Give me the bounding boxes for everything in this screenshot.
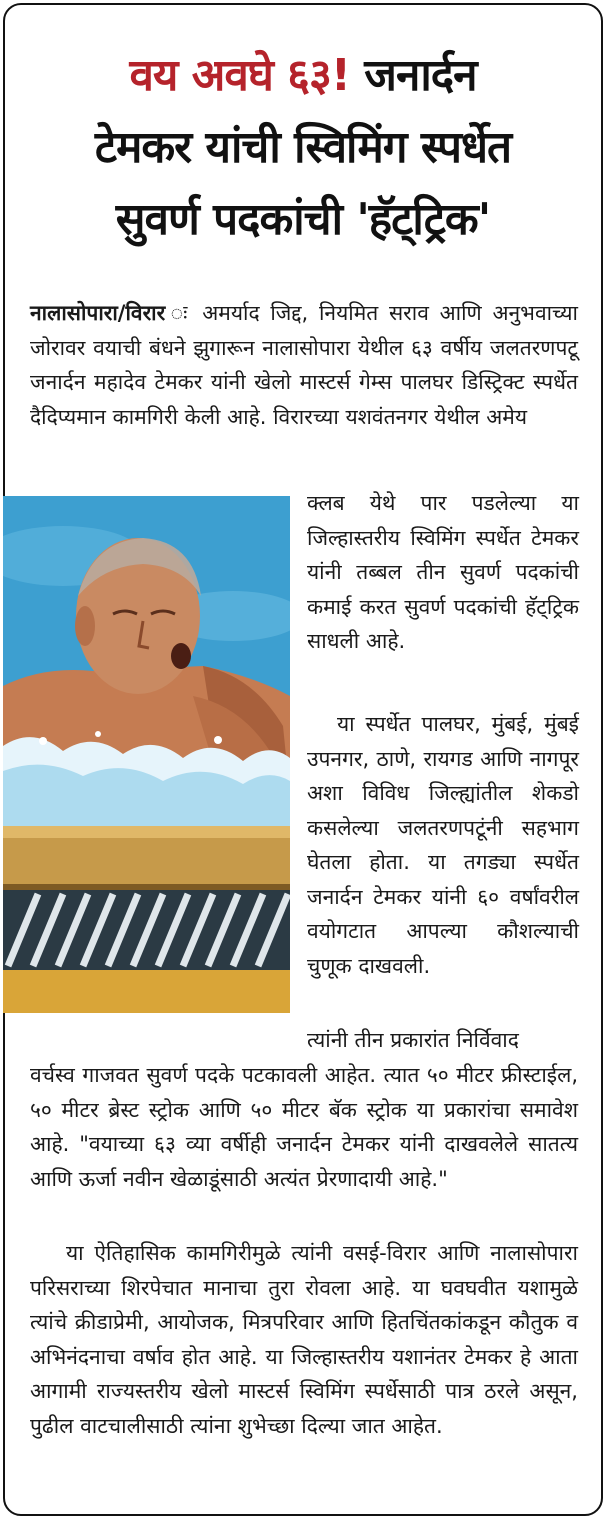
headline-line-3: सुवर्ण पदकांची 'हॅट्ट्रिक' bbox=[115, 194, 491, 245]
swimmer-photo bbox=[3, 496, 290, 1013]
headline-line-2: टेमकर यांची स्विमिंग स्पर्धेत bbox=[94, 122, 512, 173]
headline-line-1 bbox=[10, 40, 596, 112]
article-paragraph-1 bbox=[30, 296, 578, 434]
article-paragraph-2: क्लब येथे पार पडलेल्या या जिल्हास्तरीय स्विमिंग स्पर्धेत टेमकर यांनी तब्बल तीन सुवर्ण पदकांची कमाई करत सुवर्ण पदकांची हॅट्ट्रिक साधली आहे. bbox=[307, 491, 579, 653]
article-paragraph-4: त्यांनी तीन प्रकारांत निर्विवाद bbox=[307, 1028, 519, 1052]
dateline: नालासोपारा/विरार bbox=[30, 301, 166, 325]
article-paragraph-3: या स्पर्धेत पालघर, मुंबई, मुंबई उपनगर, ठाणे, रायगड आणि नागपूर अशा विविध जिल्ह्यांतील शेकडो कसलेल्या जलतरणपटूंनी सहभाग घेतला होता. या तगड्या स्पर्धेत जनार्दन टेमकर यांनी ६० वर्षांवरील वयोगटात आपल्या कौशल्याची चुणूक दाखवली. bbox=[307, 712, 579, 978]
pool-deck bbox=[3, 970, 290, 1013]
swimmer-mouth bbox=[171, 643, 191, 669]
swimmer-illustration bbox=[3, 496, 290, 1013]
headline bbox=[10, 40, 596, 256]
dateline-separator: ः bbox=[165, 301, 203, 325]
headline-highlight: वय अवघे ६३! bbox=[129, 50, 350, 101]
paragraph-1-text: अमर्याद जिद्द, नियमित सराव आणि अनुभवाच्या जोरावर वयाची बंधने झुगारून नालासोपारा येथील ६३ वर्षीय जलतरणपटू जनार्दन महादेव टेमकर यांनी खेलो मास्टर्स गेम्स पालघर डिस्ट्रिक्ट स्पर्धेत दैदिप्यमान कामगिरी केली आहे. विरारच्या यशवंतनगर येथील अमेय bbox=[30, 301, 578, 429]
article-paragraph-5: वर्चस्व गाजवत सुवर्ण पदके पटकावली आहेत. त्यात ५० मीटर फ्रीस्टाईल, ५० मीटर ब्रेस्ट स्ट्रोक आणि ५० मीटर बॅक स्ट्रोक या प्रकारांचा समावेश आहे. "वयाच्या ६३ व्या वर्षीही जनार्दन टेमकर यांनी दाखवलेले सातत्य आणि ऊर्जा नवीन खेळाडूंसाठी अत्यंत प्रेरणादायी आहे." bbox=[30, 1063, 578, 1191]
article-paragraph-6: या ऐतिहासिक कामगिरीमुळे त्यांनी वसई-विरार आणि नालासोपारा परिसराच्या शिरपेचात मानाचा तुरा रोवला आहे. या घवघवीत यशामुळे त्यांचे क्रीडाप्रेमी, आयोजक, मित्रपरिवार आणि हितचिंतकांकडून कौतुक व अभिनंदनाचा वर्षाव होत आहे. या जिल्हास्तरीय यशानंतर टेमकर हे आता आगामी राज्यस्तरीय खेलो मास्टर्स स्विमिंग स्पर्धेसाठी पात्र ठरले असून, पुढील वाटचालीसाठी त्यांना शुभेच्छा दिल्या जात आहेत. bbox=[30, 1241, 578, 1438]
headline-line-1-rest: जनार्दन bbox=[364, 50, 477, 101]
